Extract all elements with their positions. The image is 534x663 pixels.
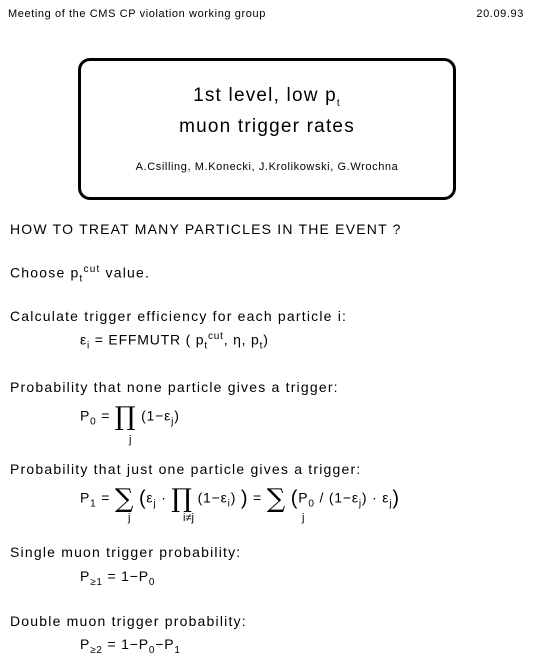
calc-efficiency: Calculate trigger efficiency for each particle i: bbox=[10, 308, 348, 324]
single-muon: Single muon trigger probability: bbox=[10, 544, 242, 560]
sum-index-j: j bbox=[128, 512, 131, 524]
title-box bbox=[78, 58, 456, 200]
title-line-2: muon trigger rates bbox=[179, 116, 355, 137]
prod-index-j: j bbox=[129, 434, 132, 446]
prob-one: Probability that just one particle gives a trigger: bbox=[10, 461, 362, 477]
header-meeting-title: Meeting of the CMS CP violation working group bbox=[8, 8, 266, 20]
header-date: 20.09.93 bbox=[476, 8, 524, 20]
equation-p1: $P_1$ = ∑ ($\varepsilon_j$ · ∏ $(1-\varepsilon_i)$ ) = ∑ $(P_0 / (1-\varepsilon_j) \cdot \varepsilon_j)$ bbox=[80, 484, 400, 514]
choose-ptcut: Choose $p_t^{cut}$ value. bbox=[10, 264, 151, 285]
title-line-1: 1st level, low $p_t$ bbox=[193, 85, 341, 109]
prob-none: Probability that none particle gives a trigger: bbox=[10, 379, 339, 395]
section-question: HOW TO TREAT MANY PARTICLES IN THE EVENT ? bbox=[10, 221, 402, 237]
sum-index-j-2: j bbox=[302, 512, 305, 524]
prod-index-i-ne-j: i≠j bbox=[183, 512, 194, 524]
equation-efficiency: $\varepsilon_i$ = EFFMUTR ( $p_t^{cut}$, η, $p_t$) bbox=[80, 331, 269, 352]
equation-p0: $P_0$ = ∏ $(1-\varepsilon_j)$ bbox=[80, 402, 180, 432]
equation-double: $P_{\ge 2} = 1-P_0-P_1$ bbox=[80, 636, 181, 656]
double-muon: Double muon trigger probability: bbox=[10, 613, 247, 629]
authors: A.Csilling, M.Konecki, J.Krolikowski, G.Wrochna bbox=[135, 161, 399, 173]
equation-single: $P_{\ge 1} = 1-P_0$ bbox=[80, 568, 156, 588]
